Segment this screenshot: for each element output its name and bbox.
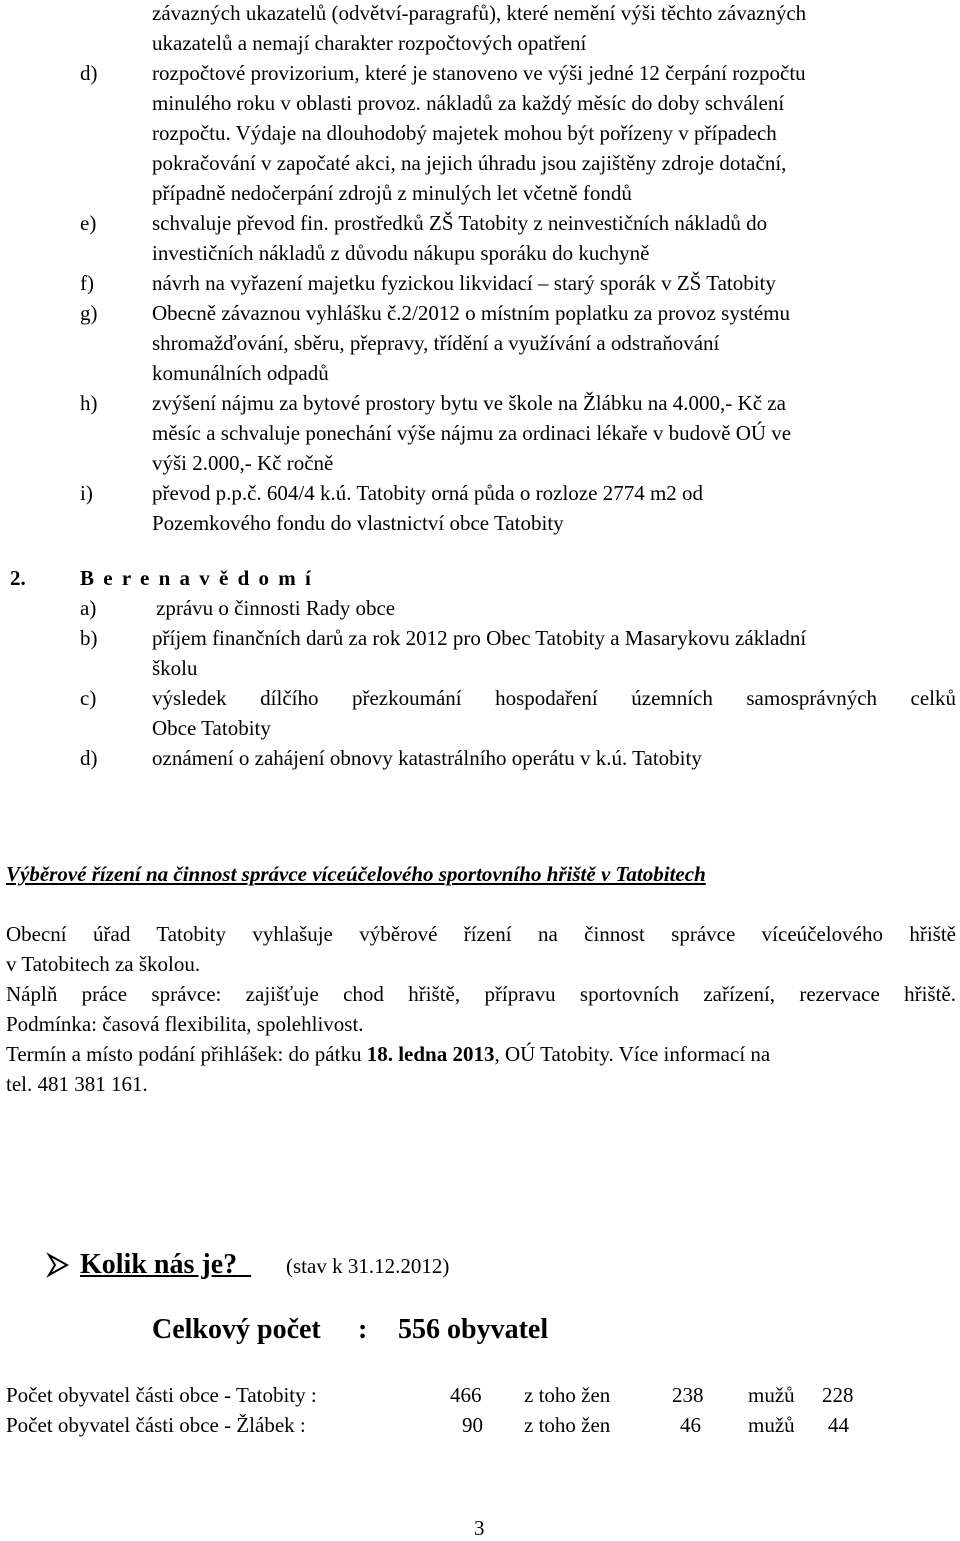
population-row-women: 238 xyxy=(672,1383,704,1407)
item-h-text-line-2: měsíc a schvaluje ponechání výše nájmu za ordinaci lékaře v budově OÚ ve xyxy=(152,421,792,445)
arrowhead-bullet-icon xyxy=(46,1252,70,1278)
item-d-text-line-3: rozpočtu. Výdaje na dlouhodobý majetek mohou být pořízeny v případech xyxy=(152,121,777,145)
item-g-text-line-3: komunálních odpadů xyxy=(152,361,329,385)
population-row-count: 466 xyxy=(450,1383,482,1407)
population-heading-text: Kolik nás je? xyxy=(80,1249,238,1280)
tender-paragraph-1-line-1: Obecní úřad Tatobity vyhlašuje výběrové řízení na činnost správce víceúčelového hřiště xyxy=(6,922,956,946)
item-c-text-line-1: závazných ukazatelů (odvětví-paragrafů), které nemění výši těchto závazných xyxy=(152,1,807,25)
item-h-text-line-3: výši 2.000,- Kč ročně xyxy=(152,451,334,475)
item-c-text-line-2: ukazatelů a nemají charakter rozpočtových opatření xyxy=(152,31,587,55)
population-as-of: (stav k 31.12.2012) xyxy=(286,1254,450,1278)
population-total-label: Celkový počet xyxy=(152,1314,321,1345)
population-row-men-label: mužů xyxy=(748,1413,795,1437)
item-e-text-line-1: schvaluje převod fin. prostředků ZŠ Tatobity z neinvestičních nákladů do xyxy=(152,211,768,235)
section-2-a-text: zprávu o činnosti Rady obce xyxy=(156,596,396,620)
section-2-heading: B e r e n a v ě d o m í xyxy=(80,566,313,590)
population-row-label: Počet obyvatel části obce - Tatobity : xyxy=(6,1383,317,1407)
section-2-c-text-line-1: výsledek dílčího přezkoumání hospodaření územních samosprávných celků xyxy=(152,686,956,710)
population-heading xyxy=(80,1249,251,1281)
item-i-text-line-2: Pozemkového fondu do vlastnictví obce Tatobity xyxy=(152,511,564,535)
tender-paragraph-4 xyxy=(6,1044,770,1065)
section-2-b-text-line-1: příjem finančních darů za rok 2012 pro Obec Tatobity a Masarykovu základní xyxy=(152,626,807,650)
page-number: 3 xyxy=(474,1516,485,1540)
item-g-text-line-1: Obecně závaznou vyhlášku č.2/2012 o místním poplatku za provoz systému xyxy=(152,301,791,325)
item-f-text-line-1: návrh na vyřazení majetku fyzickou likvidací – starý sporák v ZŠ Tatobity xyxy=(152,271,776,295)
tender-title: Výběrové řízení na činnost správce víceúčelového sportovního hřiště v Tatobitech xyxy=(6,862,706,886)
tender-deadline-prefix: Termín a místo podání přihlášek: do pátku xyxy=(6,1042,367,1066)
population-row-count: 90 xyxy=(462,1413,483,1437)
population-total-colon: : xyxy=(358,1314,368,1345)
population-total xyxy=(152,1314,549,1346)
item-e-text-line-2: investičních nákladů z důvodu nákupu sporáku do kuchyně xyxy=(152,241,650,265)
item-i-text-line-1: převod p.p.č. 604/4 k.ú. Tatobity orná půda o rozloze 2774 m2 od xyxy=(152,481,704,505)
population-row-women: 46 xyxy=(680,1413,701,1437)
section-2-b-label: b) xyxy=(80,626,98,650)
item-d-text-line-1: rozpočtové provizorium, které je stanoveno ve výši jedné 12 čerpání rozpočtu xyxy=(152,61,806,85)
item-f-label: f) xyxy=(80,271,94,295)
tender-paragraph-3: Podmínka: časová flexibilita, spolehlivost. xyxy=(6,1012,364,1036)
item-d-text-line-4: pokračování v započaté akci, na jejich úhradu jsou zajištěny zdroje dotační, xyxy=(152,151,787,175)
item-e-label: e) xyxy=(80,211,97,235)
population-row-women-label: z toho žen xyxy=(524,1383,611,1407)
item-h-text-line-1: zvýšení nájmu za bytové prostory bytu ve škole na Žlábku na 4.000,- Kč za xyxy=(152,391,786,415)
tender-deadline-suffix: , OÚ Tatobity. Více informací na xyxy=(494,1042,771,1066)
item-g-label: g) xyxy=(80,301,98,325)
section-2-c-text-line-2: Obce Tatobity xyxy=(152,716,271,740)
population-row-men: 228 xyxy=(822,1383,854,1407)
section-2-d-label: d) xyxy=(80,746,98,770)
population-total-value: 556 obyvatel xyxy=(398,1314,549,1345)
item-d-text-line-5: případně nedočerpání zdrojů z minulých let včetně fondů xyxy=(152,181,632,205)
population-row-men: 44 xyxy=(828,1413,849,1437)
section-2-a-label: a) xyxy=(80,596,97,620)
item-d-text-line-2: minulého roku v oblasti provoz. nákladů za každý měsíc do doby schválení xyxy=(152,91,785,115)
tender-deadline-date: 18. ledna 2013 xyxy=(366,1042,495,1066)
item-h-label: h) xyxy=(80,391,98,415)
tender-paragraph-5: tel. 481 381 161. xyxy=(6,1072,148,1096)
item-d-label: d) xyxy=(80,61,98,85)
population-row-men-label: mužů xyxy=(748,1383,795,1407)
section-2-number: 2. xyxy=(10,566,26,590)
item-g-text-line-2: shromažďování, sběru, přepravy, třídění a využívání a odstraňování xyxy=(152,331,720,355)
section-2-d-text: oznámení o zahájení obnovy katastrálního operátu v k.ú. Tatobity xyxy=(152,746,702,770)
tender-paragraph-2: Náplň práce správce: zajišťuje chod hřiště, přípravu sportovních zařízení, rezervace hřiště. xyxy=(6,982,956,1006)
population-row-label: Počet obyvatel části obce - Žlábek : xyxy=(6,1413,306,1437)
section-2-c-label: c) xyxy=(80,686,97,710)
item-i-label: i) xyxy=(80,481,93,505)
tender-paragraph-1-line-2: v Tatobitech za školou. xyxy=(6,952,201,976)
section-2-b-text-line-2: školu xyxy=(152,656,198,680)
population-row-women-label: z toho žen xyxy=(524,1413,611,1437)
